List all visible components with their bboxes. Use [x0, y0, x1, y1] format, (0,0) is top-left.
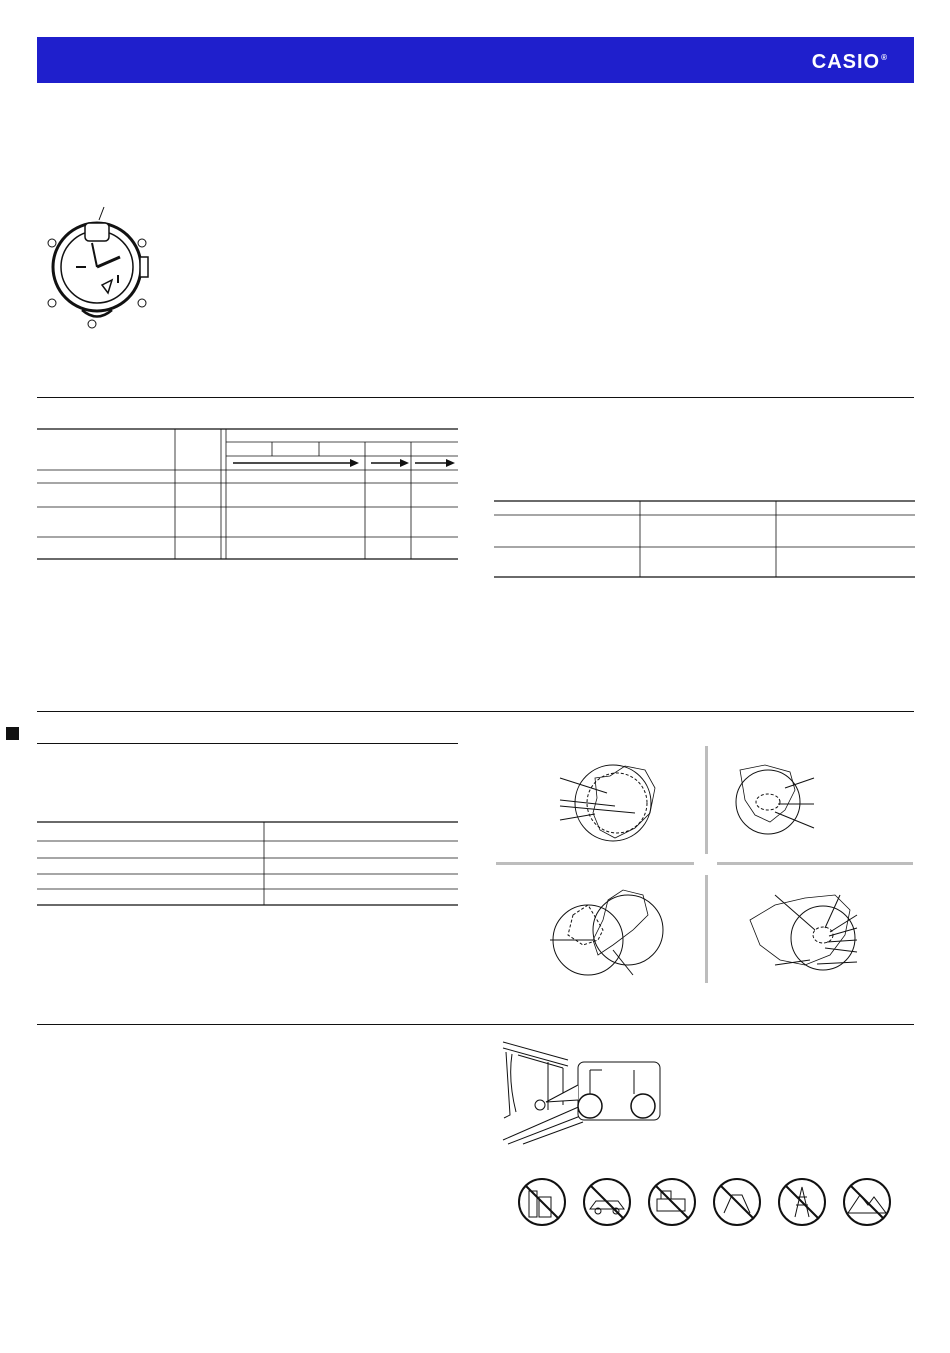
- map-divider: [496, 862, 694, 865]
- no-power-lines-icon: [777, 1177, 827, 1227]
- no-buildings-icon: [517, 1177, 567, 1227]
- section-rule: [37, 397, 914, 398]
- no-machinery-icon: [647, 1177, 697, 1227]
- reception-table: [37, 429, 458, 560]
- north-america-map: [730, 760, 820, 835]
- europe-map: [555, 758, 675, 853]
- section-rule: [37, 1024, 914, 1025]
- no-vehicles-icon: [582, 1177, 632, 1227]
- window-placement-illustration: [498, 1040, 663, 1145]
- china-map: [745, 890, 860, 980]
- signal-table: [494, 501, 915, 579]
- japan-map: [548, 885, 668, 985]
- no-construction-icon: [712, 1177, 762, 1227]
- sub-rule: [37, 743, 458, 744]
- section-marker-icon: [6, 727, 19, 740]
- map-divider: [717, 862, 913, 865]
- map-divider: [705, 746, 708, 854]
- section-rule: [37, 711, 914, 712]
- casio-logo: CASIO®: [811, 51, 888, 73]
- no-mountains-icon: [842, 1177, 892, 1227]
- header-bar: [37, 37, 914, 83]
- map-divider: [705, 875, 708, 983]
- watch-diagram: [42, 205, 152, 340]
- station-table: [37, 822, 458, 907]
- prohibited-icons-row: [515, 1175, 895, 1230]
